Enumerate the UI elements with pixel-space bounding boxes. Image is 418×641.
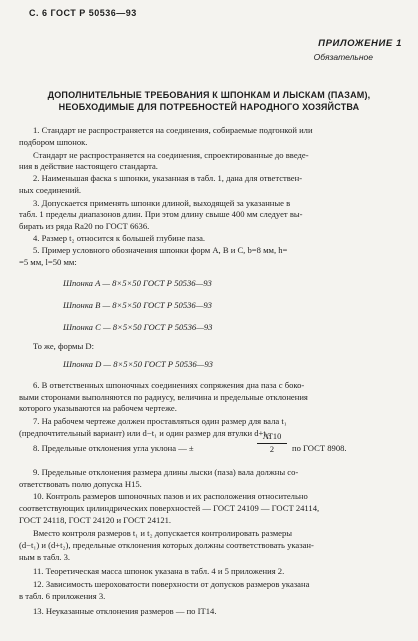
text-line: 12. Зависимость шероховатости поверхности от допусков размеров указана xyxy=(33,579,310,589)
page-header: С. 6 ГОСТ Р 50536—93 xyxy=(29,8,137,18)
text-line: табл. 1 пределы диапазонов длин. При этом длину свыше 400 мм следует вы- xyxy=(19,209,303,219)
text-line: в табл. 6 приложения 3. xyxy=(19,591,106,601)
text-line: Стандарт не распространяется на соединения, спроектированные до введе- xyxy=(33,150,309,160)
text-line: бирать из ряда Ra20 по ГОСТ 6636. xyxy=(19,221,150,231)
text-line: Вместо контроля размеров t₁ и t₂ допускается контролировать размеры xyxy=(33,528,293,538)
text-line: 10. Контроль размеров шпоночных пазов и их расположения относительно xyxy=(33,491,308,501)
text-line: (предпочтительный вариант) или d−t₁ и один размер для втулки d+t₂. xyxy=(19,428,271,438)
text-line: 3. Допускается применять шпонки длиной, выходящей за указанные в xyxy=(33,198,291,208)
designation-example: Шпонка D — 8×5×50 ГОСТ Р 50536—93 xyxy=(63,359,213,369)
text-line: ГОСТ 24118, ГОСТ 24120 и ГОСТ 24121. xyxy=(19,515,172,525)
appendix-note: Обязательное xyxy=(313,52,373,62)
text-line: выми сторонами выполняются по радиусу, величина и предельные отклонения xyxy=(19,392,308,402)
section-title-line-2: НЕОБХОДИМЫЕ ДЛЯ ПОТРЕБНОСТЕЙ НАРОДНОГО ХОЗЯЙСТВА xyxy=(58,102,360,112)
text-line: (d−t₁) и (d+t₂), предельные отклонения которых должны соответствовать указан- xyxy=(19,540,314,550)
text-line: ния в действие настоящего стандарта. xyxy=(19,161,158,171)
text-line: 8. Предельные отклонения угла уклона — ± xyxy=(33,443,194,453)
text-line: 6. В ответственных шпоночных соединениях сопряжения дна паза с боко- xyxy=(33,380,305,390)
text-line: 4. Размер t₂ относится к большей глубине паза. xyxy=(33,233,206,243)
text-line: ных соединений. xyxy=(19,185,82,195)
text-line: 1. Стандарт не распространяется на соединения, собираемые подгонкой или xyxy=(33,125,313,135)
text-line: =5 мм, l=50 мм: xyxy=(19,257,77,267)
text-line: ным в табл. 3. xyxy=(19,552,71,562)
designation-example: Шпонка C — 8×5×50 ГОСТ Р 50536—93 xyxy=(63,322,213,332)
text-line: подбором шпонок. xyxy=(19,137,88,147)
fraction-numerator: AT10 xyxy=(262,432,282,441)
text-line: которого указываются на рабочем чертеже. xyxy=(19,403,177,413)
section-title-line-1: ДОПОЛНИТЕЛЬНЫЕ ТРЕБОВАНИЯ К ШПОНКАМ И ЛЫСКАМ (ПАЗАМ), xyxy=(47,90,371,100)
designation-example: Шпонка A — 8×5×50 ГОСТ Р 50536—93 xyxy=(63,278,212,288)
text-line: 11. Теоретическая масса шпонок указана в табл. 4 и 5 приложения 2. xyxy=(33,566,285,576)
text-line: ответствовать полю допуска H15. xyxy=(19,479,142,489)
section-title xyxy=(14,89,404,113)
tolerance-fraction xyxy=(255,431,289,455)
text-line: 13. Неуказанные отклонения размеров — по IT14. xyxy=(33,606,217,616)
text-line: То же, формы D: xyxy=(33,341,94,351)
text-line: 2. Наименьшая фаска s шпонки, указанная в табл. 1, дана для ответствен- xyxy=(33,173,303,183)
text-line: 9. Предельные отклонения размера длины лыски (паза) вала должны со- xyxy=(33,467,299,477)
designation-example: Шпонка B — 8×5×50 ГОСТ Р 50536—93 xyxy=(63,300,212,310)
text-line: 7. На рабочем чертеже должен проставляться один размер для вала t₁ xyxy=(33,416,287,426)
text-line: 5. Пример условного обозначения шпонки форм A, B и C, b=8 мм, h= xyxy=(33,245,288,255)
text-line: по ГОСТ 8908. xyxy=(292,443,347,453)
appendix-label: ПРИЛОЖЕНИЕ 1 xyxy=(318,38,402,49)
fraction-denominator: 2 xyxy=(269,445,275,454)
text-line: соответствующих цилиндрических поверхностей — ГОСТ 24109 — ГОСТ 24114, xyxy=(19,503,320,513)
